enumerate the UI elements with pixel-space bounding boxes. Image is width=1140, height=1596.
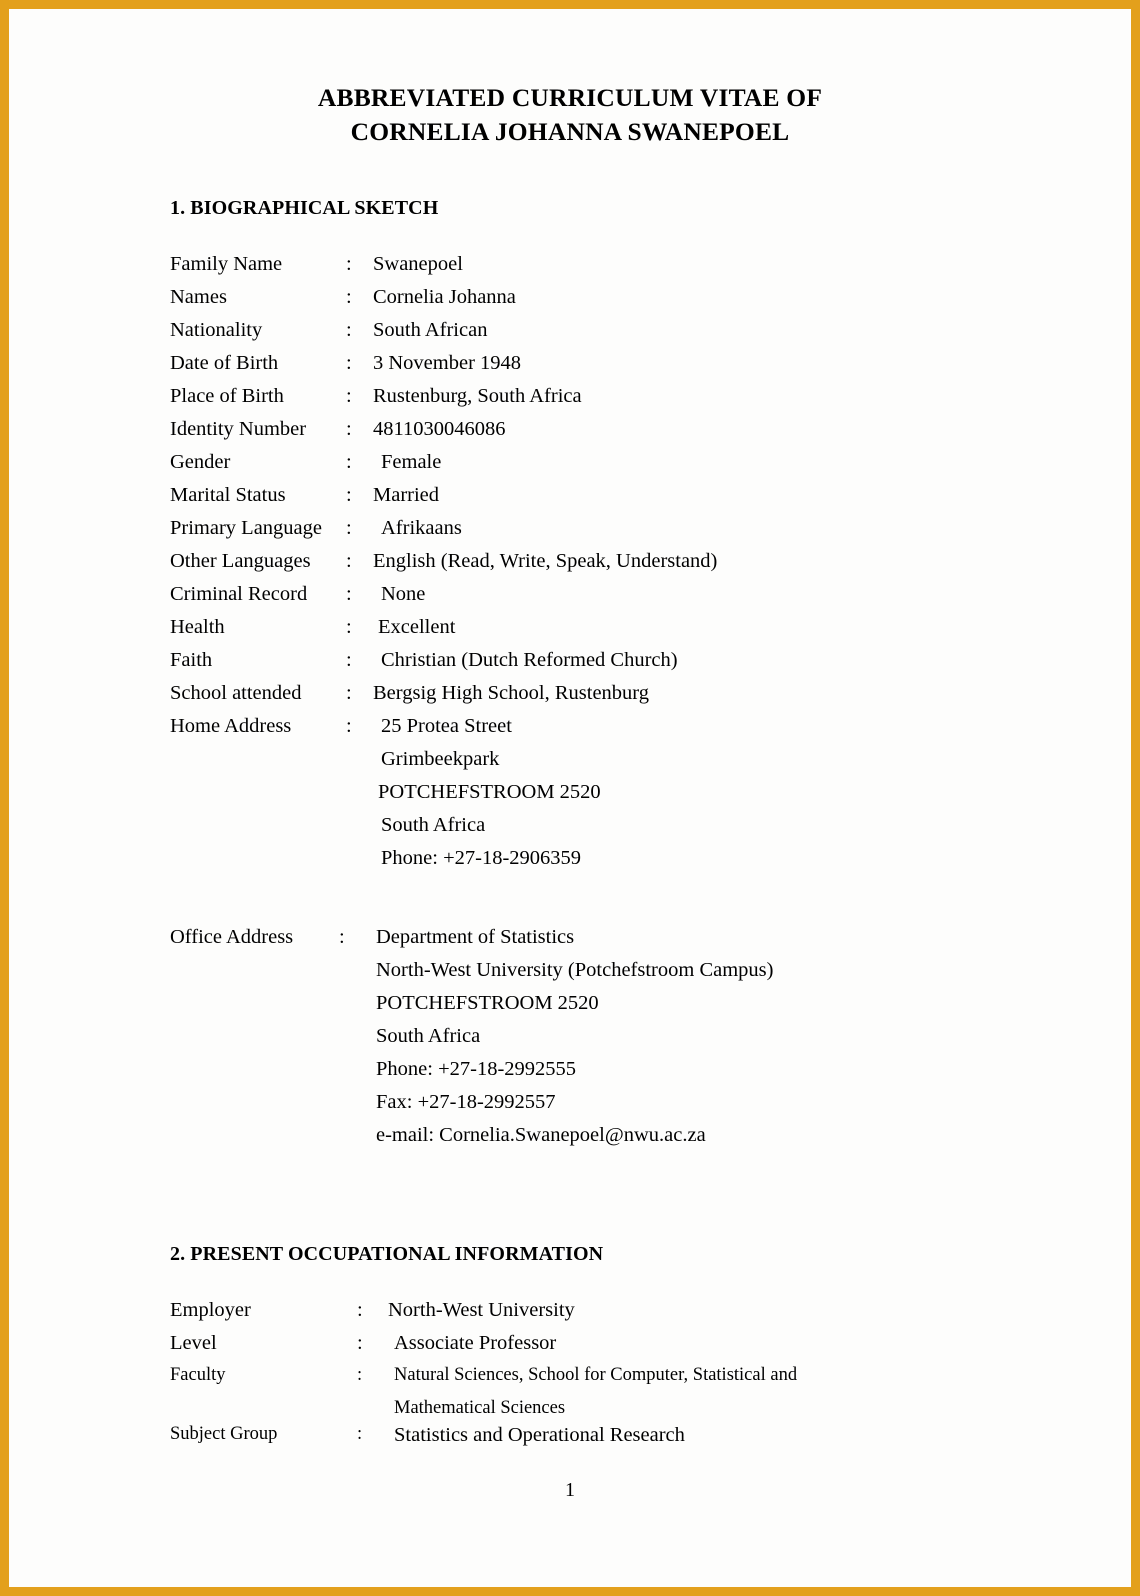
label-gender: Gender [170, 451, 231, 473]
separator-colon: : [357, 1365, 363, 1385]
value-employer: North-West University [388, 1299, 575, 1321]
separator-colon: : [346, 319, 352, 341]
label-nationality: Nationality [170, 319, 263, 341]
label-identity-number: Identity Number [170, 418, 307, 440]
biographical-rows [9, 253, 1131, 1157]
value-home-address-phone: Phone: +27-18-2906359 [381, 847, 582, 869]
value-home-address-line-2: Grimbeekpark [381, 748, 500, 770]
page-border-left [0, 0, 9, 1596]
office-address-continuation [9, 1091, 1131, 1124]
label-school-attended: School attended [170, 682, 302, 704]
document-title [9, 81, 1131, 148]
separator-colon: : [357, 1424, 363, 1444]
row-subject-group [9, 1424, 1131, 1457]
separator-colon: : [346, 418, 352, 440]
separator-colon: : [346, 286, 352, 308]
value-faith: Christian (Dutch Reformed Church) [381, 649, 678, 671]
label-faith: Faith [170, 649, 213, 671]
page-number: 1 [565, 1479, 575, 1501]
separator-colon: : [346, 352, 352, 374]
value-primary-language: Afrikaans [381, 517, 462, 539]
label-family-name: Family Name [170, 253, 283, 275]
separator-colon: : [346, 517, 352, 539]
label-employer: Employer [170, 1299, 251, 1321]
row-school-attended [9, 682, 1131, 715]
page-sheet [9, 9, 1131, 1587]
row-faculty [9, 1365, 1131, 1398]
value-office-address-line-4: South Africa [376, 1025, 481, 1047]
value-level: Associate Professor [394, 1332, 557, 1354]
page-border-top [0, 0, 1140, 9]
section-heading-present-occupational-information: 2. PRESENT OCCUPATIONAL INFORMATION [170, 1243, 604, 1265]
label-level: Level [170, 1332, 217, 1354]
label-primary-language: Primary Language [170, 517, 322, 539]
row-home-address [9, 715, 1131, 748]
value-office-phone: Phone: +27-18-2992555 [376, 1058, 577, 1080]
separator-colon: : [346, 715, 352, 737]
row-identity-number [9, 418, 1131, 451]
value-office-address-line-1: Department of Statistics [376, 926, 575, 948]
home-address-continuation [9, 748, 1131, 781]
value-identity-number: 4811030046086 [373, 418, 506, 440]
value-office-address-line-3: POTCHEFSTROOM 2520 [376, 992, 599, 1014]
value-place-of-birth: Rustenburg, South Africa [373, 385, 582, 407]
row-criminal-record [9, 583, 1131, 616]
label-subject-group: Subject Group [170, 1424, 278, 1444]
label-health: Health [170, 616, 225, 638]
row-primary-language [9, 517, 1131, 550]
label-marital-status: Marital Status [170, 484, 286, 506]
row-faith [9, 649, 1131, 682]
office-address-continuation [9, 959, 1131, 992]
value-date-of-birth: 3 November 1948 [373, 352, 522, 374]
row-office-address [9, 926, 1131, 959]
separator-colon: : [346, 253, 352, 275]
label-other-languages: Other Languages [170, 550, 311, 572]
value-school-attended: Bergsig High School, Rustenburg [373, 682, 649, 704]
separator-colon: : [346, 682, 352, 704]
separator-colon: : [346, 616, 352, 638]
label-criminal-record: Criminal Record [170, 583, 308, 605]
value-nationality: South African [373, 319, 488, 341]
value-home-address-line-4: South Africa [381, 814, 486, 836]
row-family-name [9, 253, 1131, 286]
value-family-name: Swanepoel [373, 253, 463, 275]
page-border-right [1131, 0, 1140, 1596]
home-address-continuation [9, 814, 1131, 847]
value-office-fax: Fax: +27-18-2992557 [376, 1091, 556, 1113]
label-faculty: Faculty [170, 1365, 226, 1385]
separator-colon: : [346, 484, 352, 506]
separator-colon: : [339, 926, 345, 948]
value-home-address-line-3: POTCHEFSTROOM 2520 [378, 781, 601, 803]
row-health [9, 616, 1131, 649]
row-level [9, 1332, 1131, 1365]
separator-colon: : [346, 385, 352, 407]
value-office-email: e-mail: Cornelia.Swanepoel@nwu.ac.za [376, 1124, 706, 1146]
separator-colon: : [357, 1299, 363, 1321]
value-home-address-line-1: 25 Protea Street [381, 715, 512, 737]
row-employer [9, 1299, 1131, 1332]
row-nationality [9, 319, 1131, 352]
label-office-address: Office Address [170, 926, 294, 948]
row-marital-status [9, 484, 1131, 517]
office-address-continuation [9, 992, 1131, 1025]
office-address-continuation [9, 1025, 1131, 1058]
value-marital-status: Married [373, 484, 440, 506]
row-date-of-birth [9, 352, 1131, 385]
value-other-languages: English (Read, Write, Speak, Understand) [373, 550, 718, 572]
separator-colon: : [346, 451, 352, 473]
separator-colon: : [346, 583, 352, 605]
home-address-continuation [9, 781, 1131, 814]
row-other-languages [9, 550, 1131, 583]
value-criminal-record: None [381, 583, 426, 605]
value-names: Cornelia Johanna [373, 286, 516, 308]
section-heading-biographical-sketch: 1. BIOGRAPHICAL SKETCH [170, 197, 439, 219]
separator-colon: : [346, 649, 352, 671]
home-address-continuation [9, 847, 1131, 880]
value-subject-group: Statistics and Operational Research [394, 1424, 685, 1446]
occupational-rows [9, 1299, 1131, 1457]
value-office-address-line-2: North-West University (Potchefstroom Campus) [376, 959, 774, 981]
faculty-continuation [9, 1398, 1131, 1424]
page-border-bottom [0, 1587, 1140, 1596]
row-place-of-birth [9, 385, 1131, 418]
label-home-address: Home Address [170, 715, 292, 737]
separator-colon: : [346, 550, 352, 572]
address-block-spacer [9, 880, 1131, 926]
office-address-continuation [9, 1058, 1131, 1091]
row-names [9, 286, 1131, 319]
value-health: Excellent [378, 616, 456, 638]
label-date-of-birth: Date of Birth [170, 352, 279, 374]
label-names: Names [170, 286, 227, 308]
row-gender [9, 451, 1131, 484]
separator-colon: : [357, 1332, 363, 1354]
label-place-of-birth: Place of Birth [170, 385, 284, 407]
value-faculty-line-2: Mathematical Sciences [394, 1398, 566, 1418]
office-address-continuation [9, 1124, 1131, 1157]
document-title-line-1: ABBREVIATED CURRICULUM VITAE OF [317, 83, 823, 112]
value-faculty-line-1: Natural Sciences, School for Computer, Statistical and [394, 1365, 798, 1385]
value-gender: Female [381, 451, 442, 473]
document-title-line-2: CORNELIA JOHANNA SWANEPOEL [350, 116, 790, 146]
